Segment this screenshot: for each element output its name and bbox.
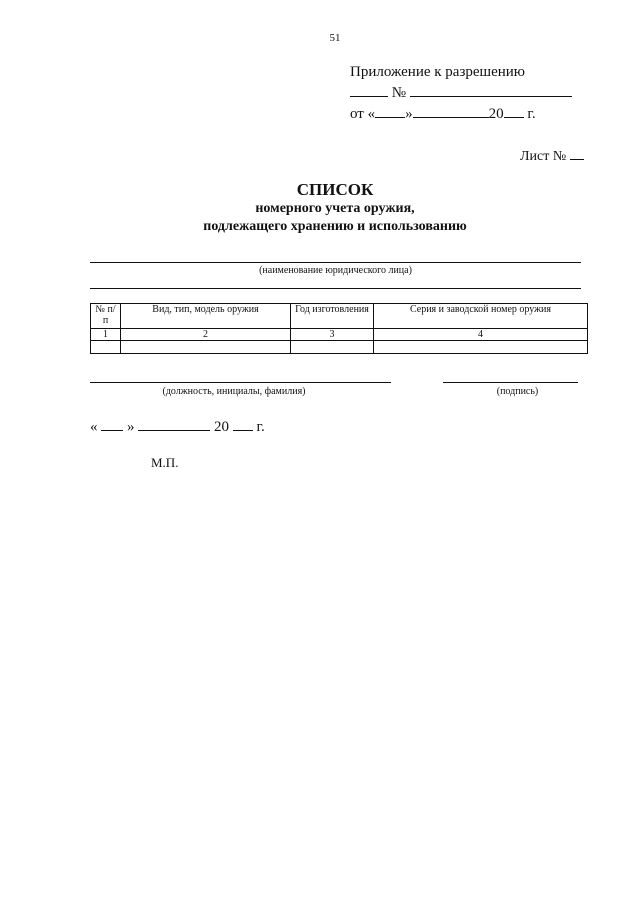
- table-header-row: [91, 304, 588, 329]
- appendix-number-blank: [410, 82, 572, 97]
- appendix-day-blank: [375, 103, 405, 118]
- position-line: [90, 382, 391, 383]
- date-year-blank: [233, 416, 253, 431]
- appendix-from-prefix: от «: [350, 106, 376, 122]
- weapons-table: [90, 303, 588, 354]
- date-open-quote: «: [90, 419, 98, 435]
- sheet-number-blank: [570, 146, 584, 160]
- date-year: 20: [214, 419, 229, 435]
- appendix-year-suffix: г.: [527, 106, 536, 122]
- signature-line: [443, 382, 578, 383]
- appendix-title: Приложение к разрешению: [350, 64, 526, 80]
- appendix-number-sign: №: [391, 85, 407, 101]
- table-cell: [121, 341, 291, 354]
- appendix-year: 20: [488, 106, 504, 122]
- numbering-cell: 4: [374, 329, 588, 341]
- sheet-number: [520, 146, 584, 165]
- appendix-month-blank: [413, 103, 489, 118]
- table-cell: [91, 341, 121, 354]
- appendix-block: [350, 62, 572, 124]
- appendix-date-line: [350, 103, 572, 124]
- stamp-place: М.П.: [151, 455, 179, 470]
- date-day-blank: [101, 416, 123, 431]
- sheet-label: Лист №: [520, 149, 567, 164]
- table-cell: [374, 341, 588, 354]
- numbering-cell: 3: [291, 329, 374, 341]
- date-close-quote: »: [127, 419, 135, 435]
- date-month-blank: [138, 416, 210, 431]
- org-name-line-2: [90, 288, 581, 289]
- header-no: № п/п: [91, 304, 121, 329]
- header-type: Вид, тип, модель оружия: [121, 304, 291, 329]
- document-title: СПИСОК: [296, 180, 374, 199]
- table-numbering-row: [91, 329, 588, 341]
- numbering-cell: 2: [121, 329, 291, 341]
- position-caption: (должность, инициалы, фамилия): [162, 386, 306, 397]
- table-cell: [291, 341, 374, 354]
- appendix-year-blank: [504, 103, 524, 118]
- numbering-cell: 1: [91, 329, 121, 341]
- appendix-series-blank: [350, 82, 388, 97]
- appendix-from-close: »: [405, 106, 413, 122]
- document-subtitle: [0, 200, 640, 236]
- date-line: [90, 416, 265, 436]
- org-name-line: [90, 262, 581, 263]
- signature-caption: (подпись): [496, 386, 539, 397]
- subtitle-line-2: подлежащего хранению и использованию: [203, 219, 467, 234]
- subtitle-line-1: номерного учета оружия,: [255, 201, 415, 216]
- org-name-caption: (наименование юридического лица): [259, 265, 412, 276]
- table-row: [91, 341, 588, 354]
- page-number: 51: [329, 32, 341, 44]
- header-year: Год изготовления: [291, 304, 374, 329]
- date-suffix: г.: [256, 419, 265, 435]
- header-serial: Серия и заводской номер оружия: [374, 304, 588, 329]
- appendix-number-line: [350, 82, 572, 103]
